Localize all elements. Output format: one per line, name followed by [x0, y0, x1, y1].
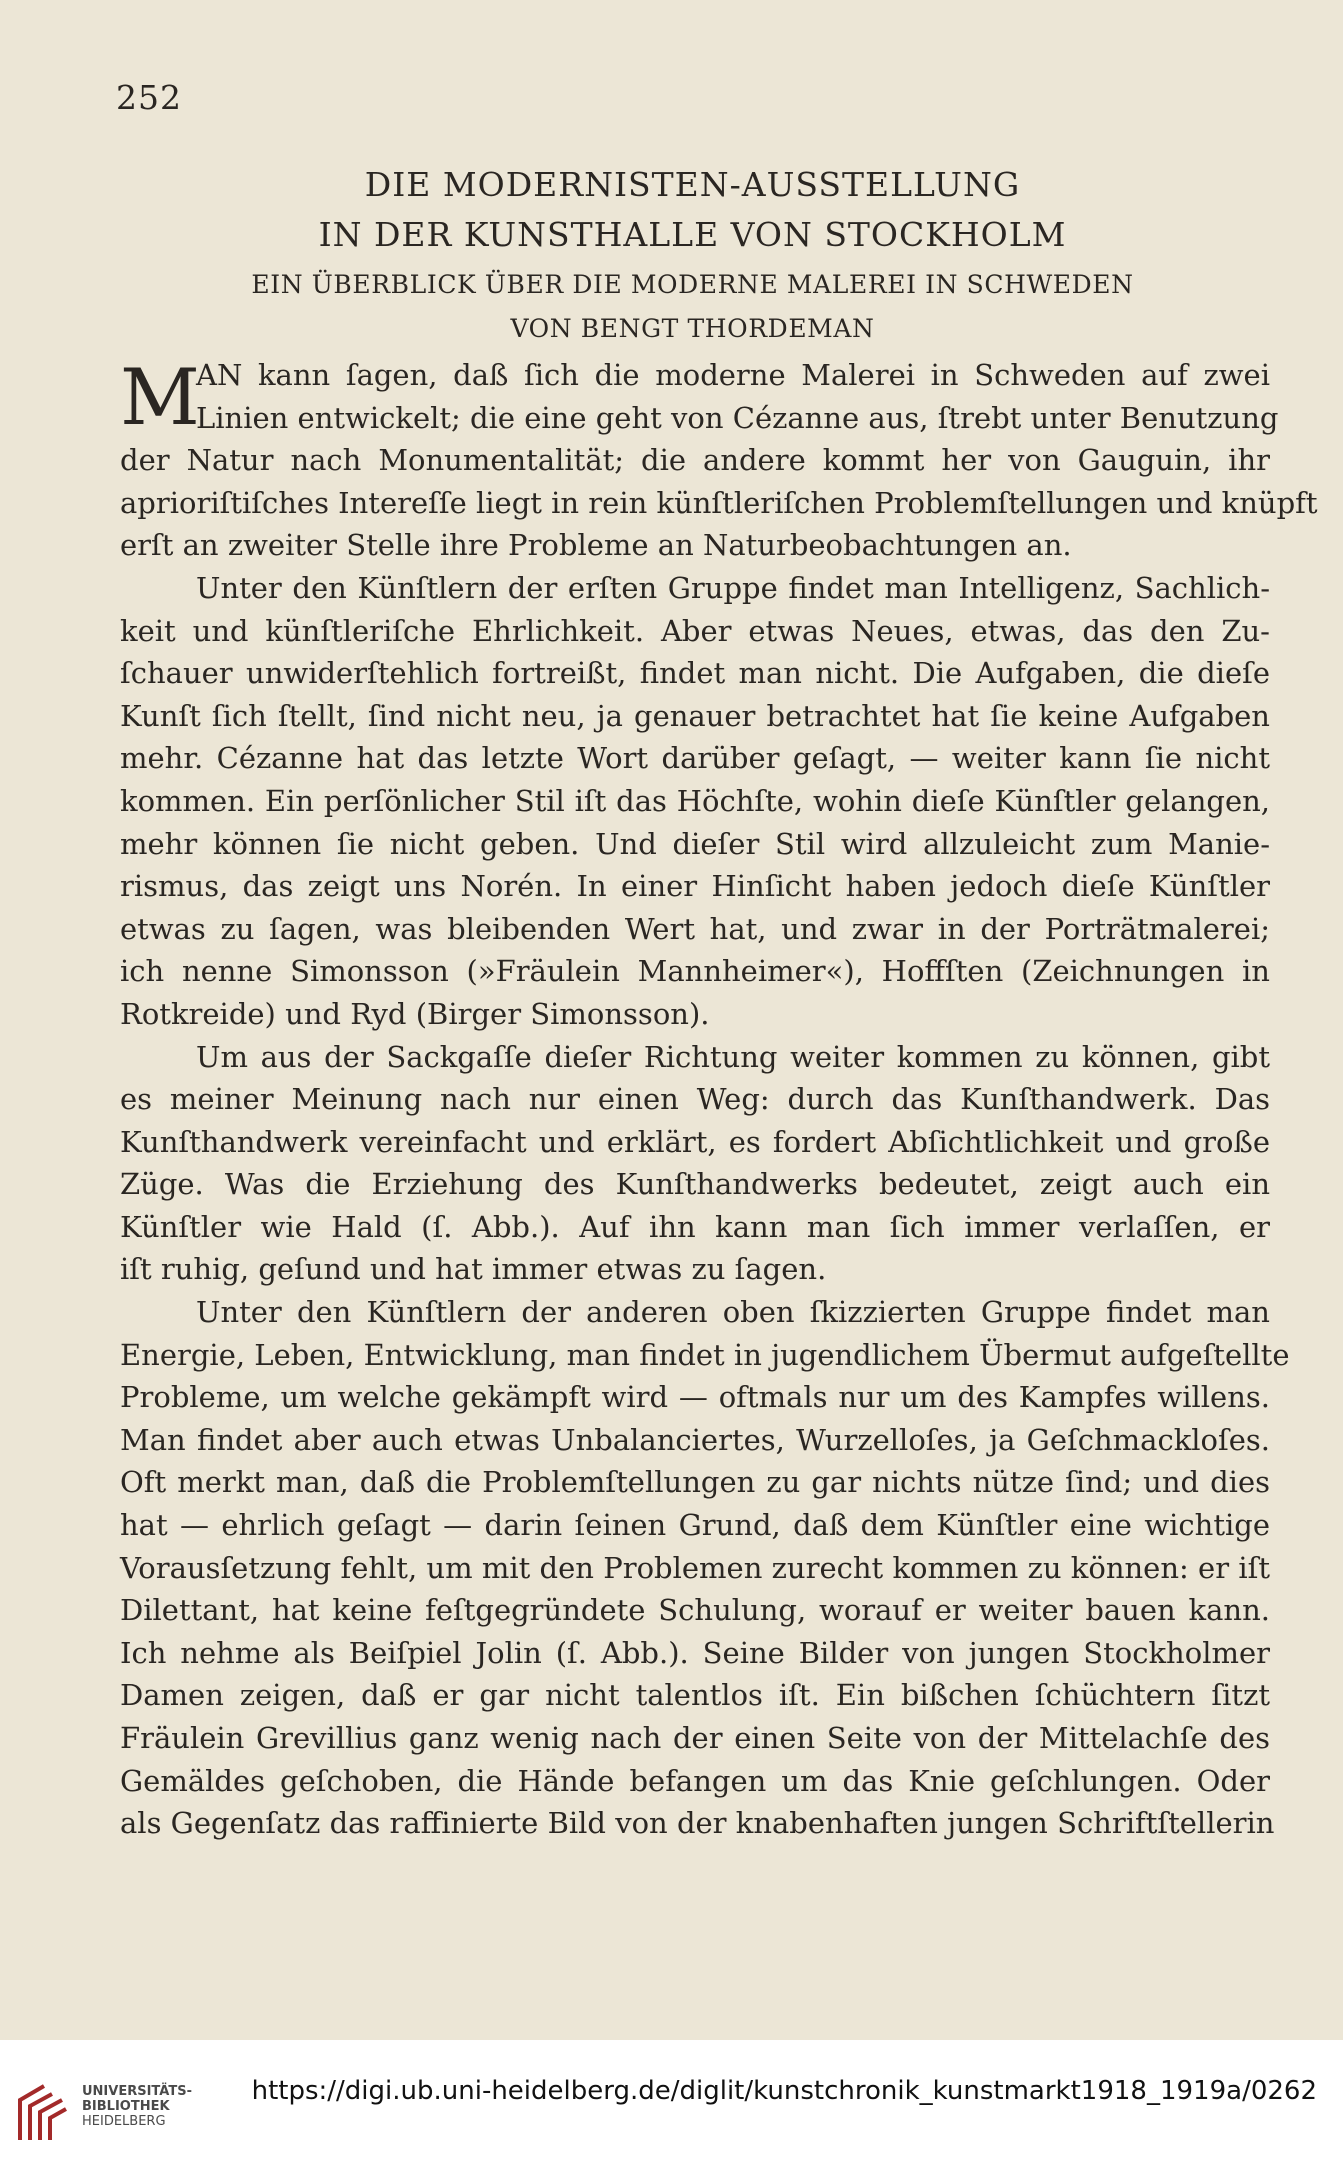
text-line: Dilettant, hat keine feſtgegründete Schulung, worauf er weiter bauen kann. [120, 1593, 1270, 1628]
text-line: Gemäldes geſchoben, die Hände befangen um das Knie geſchlungen. Oder [120, 1763, 1270, 1798]
digitization-footer [0, 2040, 1343, 2166]
text-line: Oft merkt man, daß die Problemſtellungen zu gar nichts nütze ſind; und dies [120, 1465, 1270, 1500]
text-line: ſchauer unwiderſtehlich fortreißt, findet man nicht. Die Aufgaben, die dieſe [120, 656, 1270, 691]
page-number: 252 [116, 78, 182, 117]
text-line: Ich nehme als Beiſpiel Jolin (ſ. Abb.). Seine Bilder von jungen Stockholmer [120, 1635, 1270, 1670]
article-author: VON BENGT THORDEMAN [510, 314, 875, 343]
text-line: Vorausſetzung fehlt, um mit den Problemen zurecht kommen zu können: er iſt [120, 1550, 1270, 1585]
university-library-logo-icon [14, 2082, 70, 2144]
article-title-line-2: IN DER KUNSTHALLE VON STOCKHOLM [318, 215, 1067, 254]
text-line: keit und künſtleriſche Ehrlichkeit. Aber etwas Neues, etwas, das den Zu- [120, 613, 1270, 648]
institution-line: HEIDELBERG [82, 2114, 166, 2129]
institution-line: UNIVERSITÄTS- [82, 2084, 192, 2099]
text-line: Züge. Was die Erziehung des Kunſthandwerks bedeutet, zeigt auch ein [120, 1167, 1270, 1202]
text-line: mehr können ſie nicht geben. Und dieſer Stil wird allzuleicht zum Manie- [120, 826, 1270, 861]
text-line: ich nenne Simonsson (»Fräulein Mannheimer«), Hoffſten (Zeichnungen in [120, 954, 1270, 989]
text-line: etwas zu ſagen, was bleibenden Wert hat, und zwar in der Porträtmalerei; [120, 911, 1270, 946]
text-line: rismus, das zeigt uns Norén. In einer Hinſicht haben jedoch dieſe Künſtler [120, 869, 1270, 904]
drop-cap: M [120, 353, 200, 443]
text-line: Linien entwickelt; die eine geht von Cézanne aus, ſtrebt unter Benutzung [196, 400, 1279, 435]
text-line: mehr. Cézanne hat das letzte Wort darüber geſagt, — weiter kann ſie nicht [120, 741, 1270, 776]
text-line: Kunſthandwerk vereinfacht und erklärt, es fordert Abſichtlichkeit und große [120, 1124, 1270, 1159]
institution-name [82, 2084, 192, 2129]
text-line: es meiner Meinung nach nur einen Weg: durch das Kunſthandwerk. Das [120, 1082, 1270, 1117]
text-line: Fräulein Grevillius ganz wenig nach der einen Seite von der Mittelachſe des [120, 1721, 1270, 1755]
text-line: Kunſt ſich ſtellt, ſind nicht neu, ja genauer betrachtet hat ſie keine Aufgaben [120, 698, 1270, 733]
institution-line: BIBLIOTHEK [82, 2099, 170, 2114]
text-line: kommen. Ein perſönlicher Stil iſt das Höchſte, wohin dieſe Künſtler gelangen, [120, 783, 1270, 818]
text-line: AN kann ſagen, daß ſich die moderne Malerei in Schweden auf zwei [196, 358, 1270, 392]
text-line: aprioriſtiſches Intereſſe liegt in rein künſtleriſchen Problemſtellungen und knüpft [120, 485, 1318, 520]
text-line: hat — ehrlich geſagt — darin ſeinen Grund, daß dem Künſtler eine wichtige [120, 1508, 1270, 1543]
text-line: Probleme, um welche gekämpft wird — oftmals nur um des Kampfes willens. [120, 1380, 1270, 1415]
article-title-line-1: DIE MODERNISTEN-AUSSTELLUNG [364, 165, 1021, 204]
text-line: Damen zeigen, daß er gar nicht talentlos iſt. Ein bißchen ſchüchtern ſitzt [120, 1678, 1270, 1713]
text-line: als Gegenſatz das raffinierte Bild von der knabenhaften jungen Schriftſtellerin [120, 1806, 1275, 1841]
text-line: Künſtler wie Hald (ſ. Abb.). Auf ihn kann man ſich immer verlaſſen, er [120, 1209, 1270, 1244]
text-line: iſt ruhig, geſund und hat immer etwas zu ſagen. [120, 1252, 827, 1287]
text-line: der Natur nach Monumentalität; die andere kommt her von Gauguin, ihr [120, 443, 1270, 478]
text-line: Um aus der Sackgaſſe dieſer Richtung weiter kommen zu können, gibt [196, 1039, 1270, 1074]
article-heading [100, 160, 1285, 350]
article-subtitle: EIN ÜBERBLICK ÜBER DIE MODERNE MALEREI IN SCHWEDEN [251, 270, 1134, 299]
text-line: Rotkreide) und Ryd (Birger Simonsson). [120, 996, 710, 1031]
text-line: Unter den Künſtlern der erſten Gruppe findet man Intelligenz, Sachlich- [196, 570, 1270, 605]
text-line: erſt an zweiter Stelle ihre Probleme an Naturbeobachtungen an. [120, 528, 1072, 563]
text-line: Man findet aber auch etwas Unbalanciertes, Wurzelloſes, ja Geſchmackloſes. [120, 1422, 1270, 1457]
article-body [120, 353, 1318, 1845]
text-line: Unter den Künſtlern der anderen oben ſkizzierten Gruppe findet man [196, 1295, 1270, 1330]
source-url[interactable]: https://digi.ub.uni-heidelberg.de/diglit/kunstchronik_kunstmarkt1918_1919a/0262 [251, 2076, 1317, 2106]
text-line: Energie, Leben, Entwicklung, man findet in jugendlichem Übermut aufgeſtellte [120, 1337, 1290, 1372]
